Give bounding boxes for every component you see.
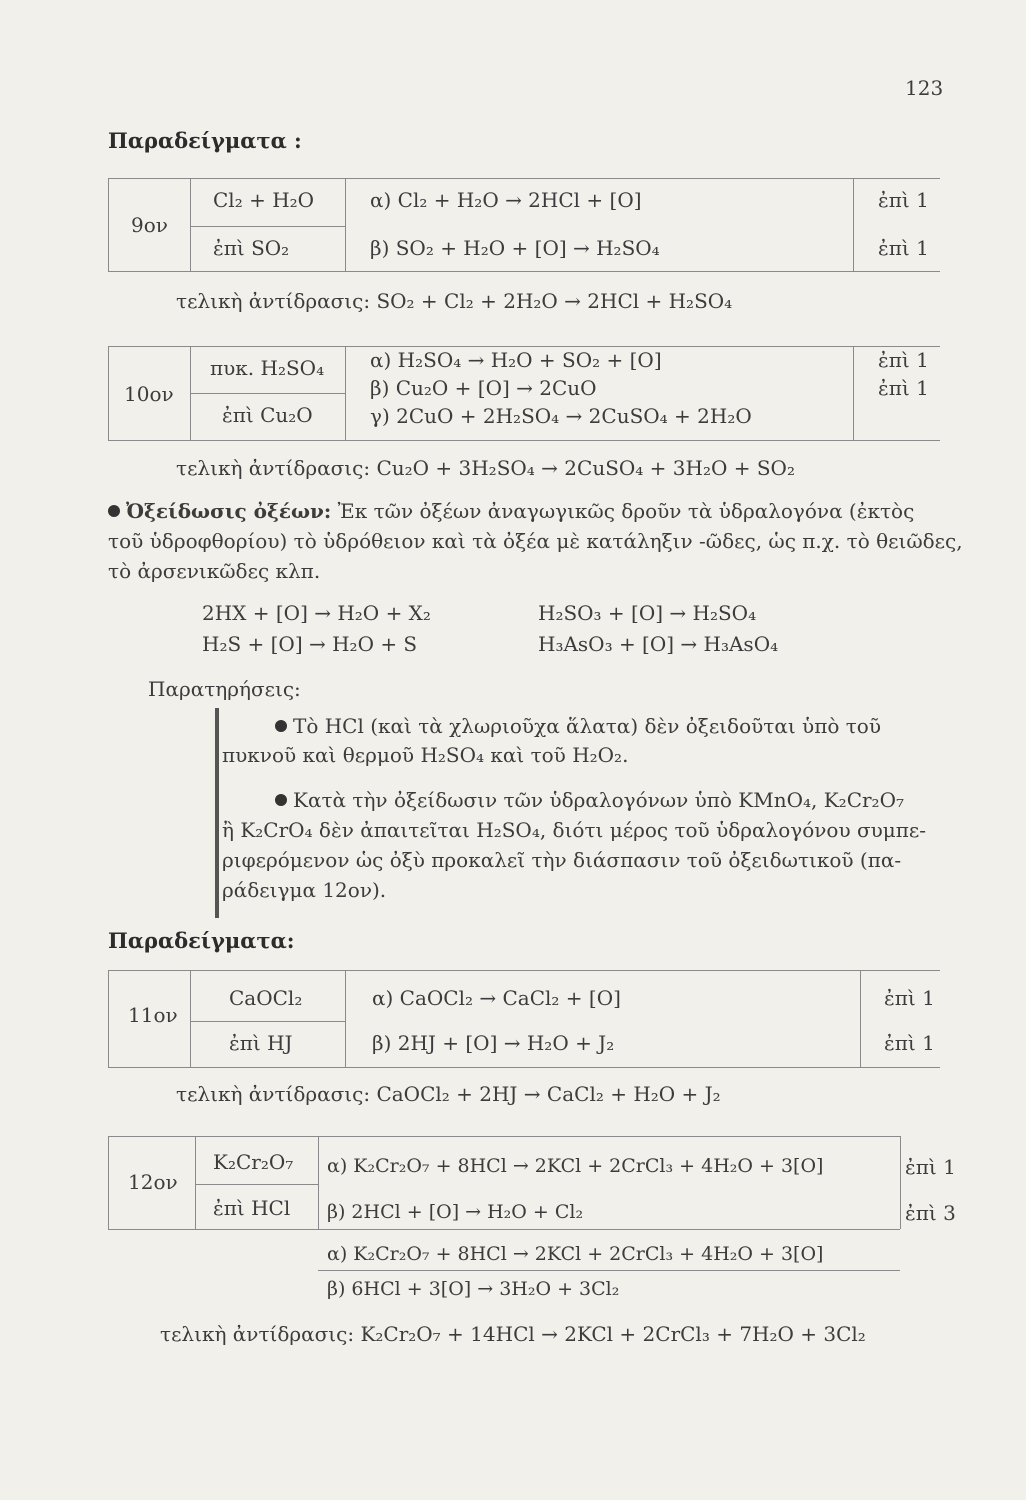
oxidation-text-3: τὸ ἀρσενικῶδες κλπ. [108,559,321,583]
oxidation-title: Ὀξείδωσις ὀξέων: [126,499,332,523]
example-9-mult-a: ἐπὶ 1 [878,188,929,212]
equation-h2so3: H₂SO₃ + [O] → H₂SO₄ [538,601,757,625]
oxidation-text-1: Ἐκ τῶν ὀξέων ἀναγωγικῶς δροῦν τὰ ὑδραλογόνα (ἐκτὸς [337,499,915,523]
example-12-reagent-1: K₂Cr₂O₇ [213,1150,294,1174]
remarks-title: Παρατηρήσεις: [148,677,301,701]
example-11-reagent-2: ἐπὶ HJ [229,1031,293,1055]
example-12-mult-a: ἐπὶ 1 [905,1155,956,1179]
example-9-reagent-1: Cl₂ + H₂O [213,188,315,212]
page-number: 123 [905,76,944,100]
oxidation-paragraph-line-1 [108,497,914,526]
example-10-step-b: β) Cu₂O + [O] → 2CuO [370,376,597,400]
equation-2hx: 2HX + [O] → H₂O + X₂ [202,601,431,625]
remark-2-line-4: ράδειγμα 12ον). [222,878,387,902]
example-12-step-b: β) 2HCl + [O] → H₂O + Cl₂ [327,1201,584,1223]
bullet-icon [275,794,287,806]
example-11-step-a: α) CaOCl₂ → CaCl₂ + [O] [372,986,621,1010]
examples-heading-1: Παραδείγματα : [108,128,302,153]
example-9-reagent-2: ἐπὶ SO₂ [213,236,290,260]
example-10-reagent-1: πυκ. H₂SO₄ [210,356,325,380]
oxidation-text-2: τοῦ ὑδροφθορίου) τὸ ὑδρόθειον καὶ τὰ ὀξέα μὲ κατάληξιν -ῶδες, ὡς π.χ. τὸ θειῶδες, [108,529,963,553]
example-12-final-reaction: τελικὴ ἀντίδρασις: K₂Cr₂O₇ + 14HCl → 2KCl + 2CrCl₃ + 7H₂O + 3Cl₂ [160,1322,866,1346]
remark-1-line-1: Τὸ HCl (καὶ τὰ χλωριοῦχα ἅλατα) δὲν ὀξειδοῦται ὑπὸ τοῦ [275,712,881,741]
example-12-sum-a: α) K₂Cr₂O₇ + 8HCl → 2KCl + 2CrCl₃ + 4H₂O + 3[O] [327,1243,824,1265]
remarks-margin-bar [215,708,219,918]
example-9-step-a: α) Cl₂ + H₂O → 2HCl + [O] [370,188,642,212]
example-9-label: 9ον [131,213,168,237]
example-10-step-c: γ) 2CuO + 2H₂SO₄ → 2CuSO₄ + 2H₂O [370,404,752,428]
example-12-reagent-2: ἐπὶ HCl [213,1196,291,1220]
remark-2-line-3: ριφερόμενον ὡς ὀξὺ προκαλεῖ τὴν διάσπασιν τοῦ ὀξειδωτικοῦ (πα- [222,848,902,872]
example-10-reagent-2: ἐπὶ Cu₂O [222,403,313,427]
example-11-final-reaction: τελικὴ ἀντίδρασις: CaOCl₂ + 2HJ → CaCl₂ + H₂O + J₂ [176,1082,721,1106]
example-9-step-b: β) SO₂ + H₂O + [O] → H₂SO₄ [370,236,660,260]
example-12-label: 12ον [128,1170,178,1194]
examples-heading-2: Παραδείγματα: [108,928,295,953]
remark-1-line-2: πυκνοῦ καὶ θερμοῦ H₂SO₄ καὶ τοῦ H₂O₂. [222,743,629,767]
bullet-icon [275,720,287,732]
example-10-final-reaction: τελικὴ ἀντίδρασις: Cu₂O + 3H₂SO₄ → 2CuSO₄ + 3H₂O + SO₂ [176,456,795,480]
example-12-sum-b: β) 6HCl + 3[O] → 3H₂O + 3Cl₂ [327,1278,620,1300]
example-10-step-a: α) H₂SO₄ → H₂O + SO₂ + [O] [370,348,662,372]
example-11-reagent-1: CaOCl₂ [229,986,303,1010]
equation-h2s: H₂S + [O] → H₂O + S [202,632,418,656]
example-11-label: 11ον [128,1003,178,1027]
example-12-step-a: α) K₂Cr₂O₇ + 8HCl → 2KCl + 2CrCl₃ + 4H₂O + 3[O] [327,1155,824,1177]
example-11-step-b: β) 2HJ + [O] → H₂O + J₂ [372,1031,615,1055]
example-10-label: 10ον [124,382,174,406]
example-9-final-reaction: τελικὴ ἀντίδρασις: SO₂ + Cl₂ + 2H₂O → 2HCl + H₂SO₄ [176,289,733,313]
remark-2-line-1: Κατὰ τὴν ὀξείδωσιν τῶν ὑδραλογόνων ὑπὸ KMnO₄, K₂Cr₂O₇ [275,786,904,815]
equation-h3aso3: H₃AsO₃ + [O] → H₃AsO₄ [538,632,779,656]
example-12-mult-b: ἐπὶ 3 [905,1201,956,1225]
example-11-mult-a: ἐπὶ 1 [884,986,935,1010]
bullet-icon [108,505,120,517]
example-9-mult-b: ἐπὶ 1 [878,236,929,260]
example-11-mult-b: ἐπὶ 1 [884,1031,935,1055]
remark-2-line-2: ἢ K₂CrO₄ δὲν ἀπαιτεῖται H₂SO₄, διότι μέρος τοῦ ὑδραλογόνου συμπε- [222,818,927,842]
example-10-mult-a: ἐπὶ 1 [878,348,929,372]
example-10-mult-b: ἐπὶ 1 [878,376,929,400]
